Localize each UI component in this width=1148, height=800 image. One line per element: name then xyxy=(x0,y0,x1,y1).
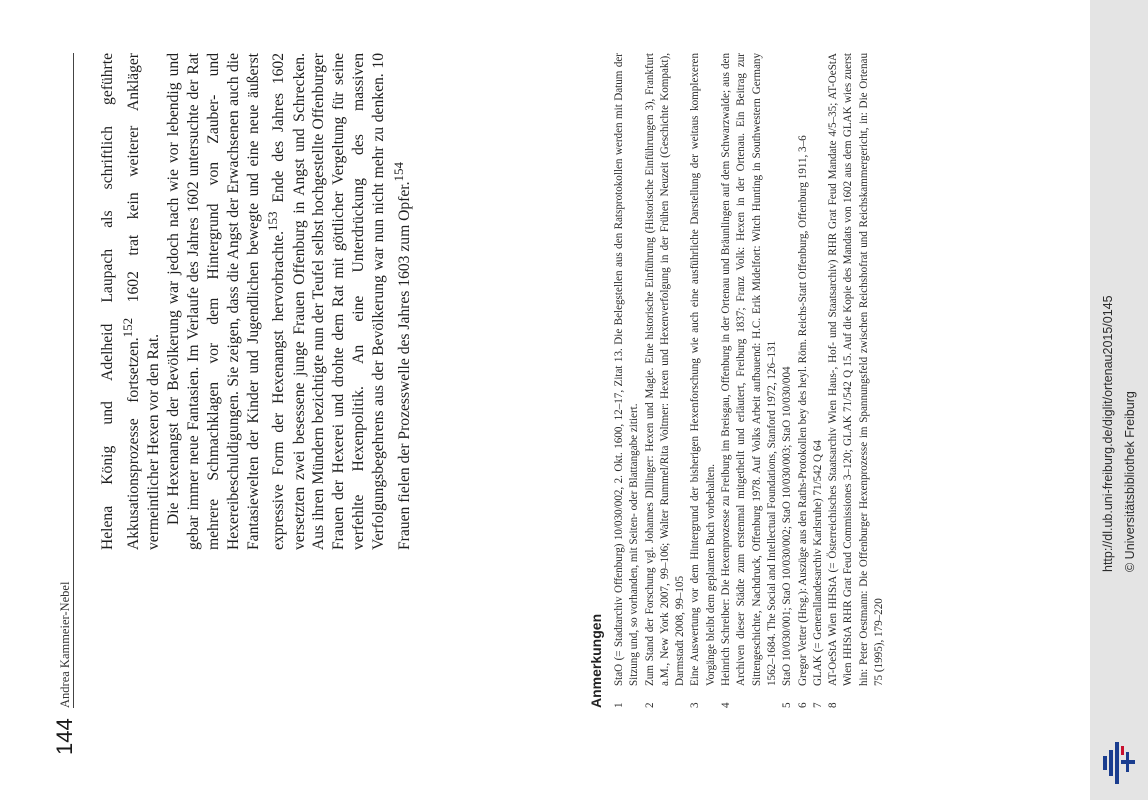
note-text: Zum Stand der Forschung vgl. Johannes Dillinger: Hexen und Magie. Eine historische Einführung (Historische Einführungen 3), Frankfurt a.M., New York 2007, 99–106; Walter Rummel/Rita Voltmer: Hexen und Hexenverfolgung in der Frühen Neuzeit (Geschichte Kompakt), Darmstadt 2008, 99–105 xyxy=(643,53,687,686)
copyright-notice: © Universitätsbibliothek Freiburg xyxy=(1123,391,1137,572)
note-item xyxy=(826,53,887,708)
paragraph-text: Helena König und Adelheid Laupach als schriftlich geführte Akkusationsprozesse fortsetzen. xyxy=(99,53,143,550)
source-url-link[interactable]: http://dl.ub.uni-freiburg.de/diglit/ortenau2015/0145 xyxy=(1101,295,1115,572)
note-item xyxy=(719,53,780,708)
note-text: Gregor Vetter (Hrsg.): Auszüge aus den Raths-Protokollen bey des heyl. Röm. Reichs-Statt Offenburg, Offenburg 1911, 3–6 xyxy=(796,135,809,686)
paragraph-text: Die Hexenangst der Bevölkerung war jedoch nach wie vor lebendig und gebar immer neue Fantasien. Im Verlaufe des Jahres 1602 untersuchte der Rat mehrere Schmachklagen vor dem Hintergrund von Zauber- und Hexereibeschuldigungen. Sie zeigen, dass die Angst der Erwachsenen auch die Fantasiewelten der Kinder und Jugendlichen bewegte und eine neue äußerst expressive Form der Hexenangst hervorbrachte. xyxy=(164,53,288,550)
library-sidebar xyxy=(1090,0,1148,800)
note-number: 8 xyxy=(827,702,840,708)
note-number: 2 xyxy=(643,702,656,708)
note-item xyxy=(796,53,811,708)
notes-heading: Anmerkungen xyxy=(588,613,604,708)
notes-list xyxy=(612,53,887,708)
note-number: 3 xyxy=(689,702,702,708)
note-item xyxy=(811,53,826,708)
note-text: AT-OeStA Wien HHStA (= Österreichisches Staatsarchiv Wien Haus-, Hof- und Staatsarchiv) RHR Grat Feud Mandate 4/5–35; AT-OeStA Wien HHStA RHR Grat Feud Commissiones 3–120; GLAK 71/542 Q 15. Auf die Kopie des Mandats von 1602 aus dem GLAK wies zuerst hin: Peter Oestmann: Die Offenburger Hexenprozesse im Spannungsfeld zwischen Reichshofrat und Reichskammergericht, in: Die Ortenau 75 (1995), 179–220 xyxy=(827,53,886,686)
note-item xyxy=(643,53,689,708)
running-head: Andrea Kammeier-Nebel xyxy=(58,581,72,708)
note-number: 5 xyxy=(781,702,794,708)
body-text xyxy=(98,53,415,550)
note-item xyxy=(780,53,795,708)
note-number: 7 xyxy=(811,702,824,708)
header-rule xyxy=(73,53,74,708)
paragraph xyxy=(164,53,415,550)
note-text: Eine Auswertung vor dem Hintergrund der bisherigen Hexenforschung wie auch eine ausführliche Darstellung der weitaus komplexeren Vorgänge bleibt dem geplanten Buch vorbehalten. xyxy=(689,53,717,686)
ub-freiburg-logo-icon[interactable] xyxy=(1101,742,1137,784)
note-text: StaO 10/030/001; StaO 10/030/002; StaO 10/030/003; StaO 10/030/004 xyxy=(781,366,794,686)
note-number: 6 xyxy=(796,702,809,708)
note-text: StaO (= Stadtarchiv Offenburg) 10/030/002, 2. Okt. 1600, 12–17, Zitat 13. Die Belegstellen aus den Ratsprotokollen werden mit Datum der Sitzung und, so vorhanden, mit Seiten- oder Blattangabe zitiert. xyxy=(613,53,641,686)
note-text: Heinrich Schreiber: Die Hexenprozesse zu Freiburg im Breisgau, Offenburg in der Ortenau und Bräunlingen auf dem Schwarzwalde; aus den Archiven dieser Städte zum erstenmal mitgetheilt und erläutert, Freiburg 1837; Franz Volk: Hexen in der Ortenau. Ein Beitrag zur Sittengeschichte, Nachdruck, Offenburg 1978. Auf Volks Arbeit aufbauend: H.C. Erik Midelfort: Witch Hunting in Southwestern Germany 1562–1684. The Social and Intellectual Foundations, Stanford 1972, 126–131 xyxy=(720,53,778,686)
note-number: 1 xyxy=(613,702,625,708)
page-number: 144 xyxy=(52,718,77,755)
paragraph xyxy=(98,53,164,550)
paragraph-text: 1602 trat kein weiterer Ankläger vermeintlicher Hexen vor den Rat. xyxy=(125,53,162,550)
footnote-ref[interactable]: 154 xyxy=(391,161,407,182)
footnote-ref[interactable]: 153 xyxy=(265,211,281,231)
paragraph-text: Ende des Jahres 1602 versetzten zwei besessene junge Frauen Offenburg in Angst und Schrecken. Aus ihren Mündern bezichtigte nun der Teufel selbst hochgestellte Offenburger Frauen der Hexerei und drohte dem Rat mit göttlicher Vergeltung für seine verfehlte Hexenpolitik. An eine Unterdrückung des massiven Verfolgungsbegehrens aus der Bevölkerung war nun nicht mehr zu denken. 10 Frauen fielen der Prozesswelle des Jahres 1603 zum Opfer. xyxy=(270,53,414,550)
note-item xyxy=(688,53,719,708)
note-text: GLAK (= Generallandesarchiv Karlsruhe) 71/542 Q 64 xyxy=(811,440,824,686)
note-item xyxy=(612,53,643,708)
sidebar-text xyxy=(1090,20,1148,580)
footnote-ref[interactable]: 152 xyxy=(119,317,135,338)
note-number: 4 xyxy=(720,702,733,708)
